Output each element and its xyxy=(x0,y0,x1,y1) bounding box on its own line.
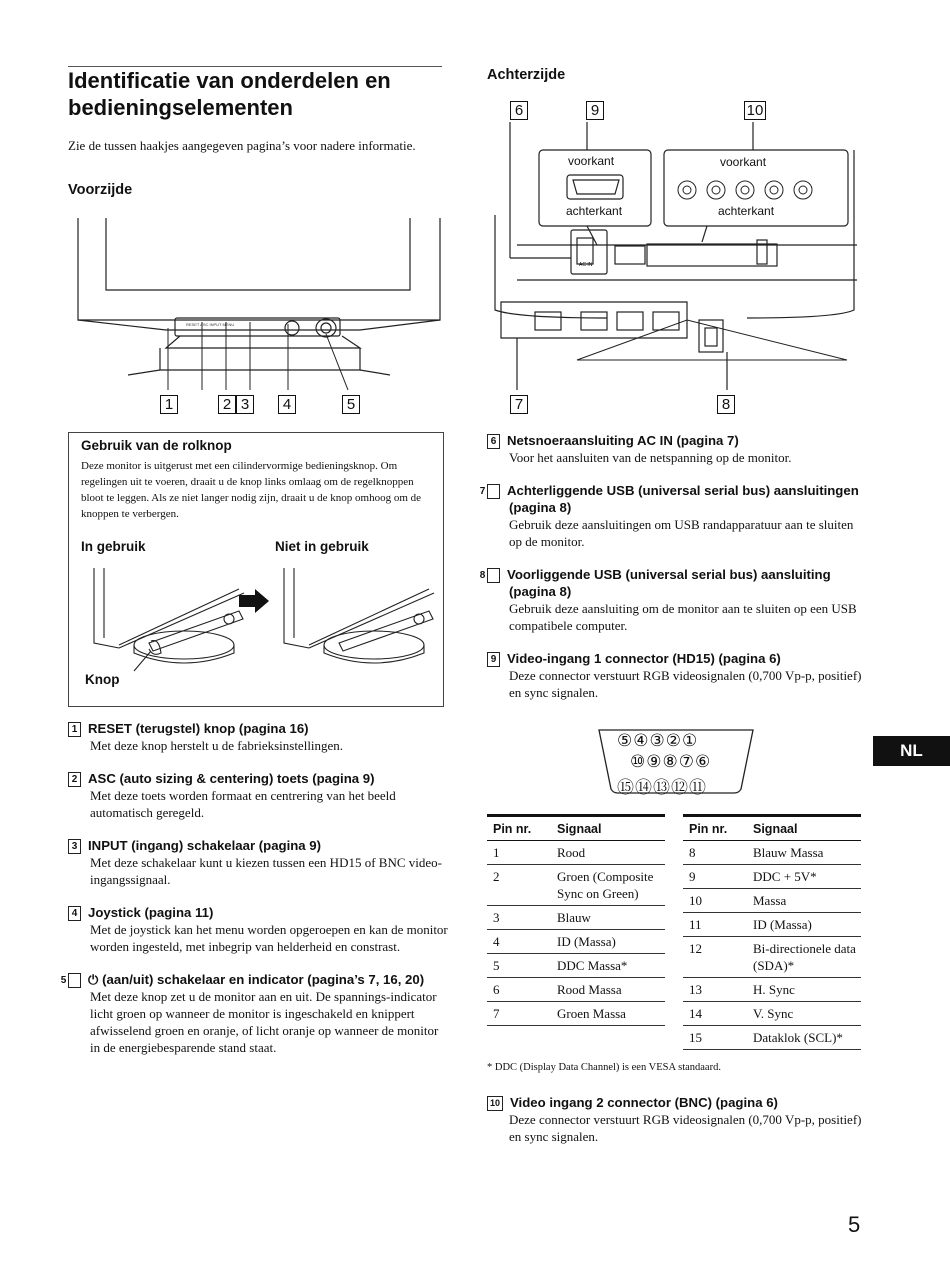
in-use-label: In gebruik xyxy=(81,539,146,554)
pin-cell: 3 xyxy=(487,906,551,930)
item-7 xyxy=(479,482,867,550)
pin-cell: 14 xyxy=(683,1002,747,1026)
item-6 xyxy=(487,432,867,466)
item-2-title: ASC (auto sizing & centering) toets (pagina 9) xyxy=(88,771,375,786)
item-3-title: INPUT (ingang) schakelaar (pagina 9) xyxy=(88,838,322,853)
signal-cell: ID (Massa) xyxy=(747,913,861,937)
intro-text: Zie de tussen haakjes aangegeven pagina’s voor nadere informatie. xyxy=(68,138,416,153)
signal-cell: Dataklok (SCL)* xyxy=(747,1026,861,1050)
item-5 xyxy=(60,971,448,1056)
rolknop-box xyxy=(68,432,444,707)
pin-header: Pin nr. xyxy=(487,816,551,841)
table-row xyxy=(683,913,861,937)
item-7-num: 7 xyxy=(487,484,500,499)
table-row xyxy=(683,937,861,978)
pin-cell: 10 xyxy=(683,889,747,913)
back-callout-9: 9 xyxy=(586,101,604,120)
signal-cell: Rood Massa xyxy=(551,978,665,1002)
item-8-num: 8 xyxy=(487,568,500,583)
pin-cell: 1 xyxy=(487,841,551,865)
item-10-num: 10 xyxy=(487,1096,503,1111)
footnote: * DDC (Display Data Channel) is een VESA standaard. xyxy=(487,1062,721,1073)
connector-row-3 xyxy=(617,773,707,798)
pin-cell: 2 xyxy=(487,865,551,906)
item-10-title: Video ingang 2 connector (BNC) (pagina 6) xyxy=(510,1095,778,1110)
front-title: Voorzijde xyxy=(68,182,133,198)
achterkant-label-1: achterkant xyxy=(566,204,623,218)
rolknop-title: Gebruik van de rolknop xyxy=(81,438,232,453)
item-1 xyxy=(68,720,448,754)
table-row xyxy=(683,865,861,889)
item-8-body: Gebruik deze aansluiting om de monitor aan te sluiten op een USB compatibele computer. xyxy=(509,601,857,633)
table-row xyxy=(487,865,665,906)
signal-cell: Blauw xyxy=(551,906,665,930)
achterkant-label-2: achterkant xyxy=(718,204,775,218)
item-9-num: 9 xyxy=(487,652,500,667)
not-in-use-label: Niet in gebruik xyxy=(275,539,369,554)
item-1-title: RESET (terugstel) knop (pagina 16) xyxy=(88,721,309,736)
back-title: Achterzijde xyxy=(487,67,566,83)
voorkant-label-1: voorkant xyxy=(568,154,615,168)
connector-row-1 xyxy=(617,731,698,751)
pin-5: ⑤ xyxy=(617,731,634,751)
pin-header: Pin nr. xyxy=(683,816,747,841)
item-5-num: 5 xyxy=(68,973,81,988)
pin-3: ③ xyxy=(649,731,666,751)
item-1-num: 1 xyxy=(68,722,81,737)
page-title: Identificatie van onderdelen en bedieningselementen xyxy=(68,68,391,120)
pin-11: ⑪ xyxy=(689,778,707,798)
signal-cell: DDC + 5V* xyxy=(747,865,861,889)
pin-15: ⑮ xyxy=(617,778,635,798)
item-6-num: 6 xyxy=(487,434,500,449)
item-9 xyxy=(487,650,867,701)
item-10-body: Deze connector verstuurt RGB videosignalen (0,700 Vp-p, positief) en sync signalen. xyxy=(509,1112,862,1144)
pin-cell: 6 xyxy=(487,978,551,1002)
front-monitor-illustration xyxy=(68,210,448,415)
ac-in-label: AC IN xyxy=(579,262,593,268)
front-callout-3: 3 xyxy=(236,395,254,414)
pin-cell: 4 xyxy=(487,930,551,954)
table-row xyxy=(487,930,665,954)
table-row xyxy=(683,841,861,865)
item-2-body: Met deze toets worden formaat en centrering van het beeld automatisch geregeld. xyxy=(90,788,396,820)
signal-cell: ID (Massa) xyxy=(551,930,665,954)
item-4-num: 4 xyxy=(68,906,81,921)
table-row xyxy=(683,1002,861,1026)
front-callout-4: 4 xyxy=(278,395,296,414)
table-row xyxy=(683,889,861,913)
pin-cell: 9 xyxy=(683,865,747,889)
item-3 xyxy=(68,837,448,888)
item-7-body: Gebruik deze aansluitingen om USB randapparatuur aan te sluiten op de monitor. xyxy=(509,517,854,549)
signal-cell: Groen (Composite Sync on Green) xyxy=(551,865,665,906)
pin-14: ⑭ xyxy=(635,778,653,798)
knob-label: Knop xyxy=(85,672,120,687)
item-4-body: Met de joystick kan het menu worden opgeroepen en kan de monitor worden ingesteld, met inbegrip van helderheid en constrast. xyxy=(90,922,448,954)
pin-cell: 13 xyxy=(683,978,747,1002)
front-callout-1: 1 xyxy=(160,395,178,414)
pin-1: ① xyxy=(682,731,699,751)
pin-table-left xyxy=(487,814,665,1026)
item-3-body: Met deze schakelaar kunt u kiezen tussen een HD15 of BNC video-ingangssignaal. xyxy=(90,855,442,887)
table-row xyxy=(487,1002,665,1026)
item-2-num: 2 xyxy=(68,772,81,787)
signal-cell: DDC Massa* xyxy=(551,954,665,978)
pin-2: ② xyxy=(665,731,682,751)
item-8 xyxy=(479,566,867,634)
left-items xyxy=(60,720,448,1056)
pin-8: ⑧ xyxy=(662,752,679,772)
item-3-num: 3 xyxy=(68,839,81,854)
item-5-body: Met deze knop zet u de monitor aan en uit. De spannings-indicator licht groen op wanneer de monitor is ingeschakeld en knippert afwisselend groen en oranje, of licht oranje op wanneer de monitor in de energiebesparende stand staat. xyxy=(90,989,439,1055)
connector-row-2 xyxy=(630,752,711,772)
signal-cell: H. Sync xyxy=(747,978,861,1002)
item-1-body: Met deze knop herstelt u de fabrieksinstellingen. xyxy=(90,738,344,753)
pin-4: ④ xyxy=(633,731,650,751)
pin-cell: 7 xyxy=(487,1002,551,1026)
item-7-title: Achterliggende USB (universal serial bus) aansluitingen (pagina 8) xyxy=(507,483,859,515)
pin-table-right xyxy=(683,814,861,1050)
pin-6: ⑥ xyxy=(695,752,712,772)
pin-13: ⑬ xyxy=(653,778,671,798)
right-items xyxy=(479,432,867,701)
table-row xyxy=(487,906,665,930)
pin-12: ⑫ xyxy=(671,778,689,798)
item-6-title: Netsnoeraansluiting AC IN (pagina 7) xyxy=(507,433,739,448)
table-row xyxy=(683,1026,861,1050)
table-row xyxy=(487,978,665,1002)
pin-cell: 8 xyxy=(683,841,747,865)
signal-cell: Groen Massa xyxy=(551,1002,665,1026)
pin-cell: 5 xyxy=(487,954,551,978)
signal-cell: Bi-directionele data (SDA)* xyxy=(747,937,861,978)
signal-cell: V. Sync xyxy=(747,1002,861,1026)
pin-9: ⑨ xyxy=(646,752,663,772)
table-row xyxy=(487,841,665,865)
pin-7: ⑦ xyxy=(678,752,695,772)
signal-cell: Blauw Massa xyxy=(747,841,861,865)
item-8-title: Voorliggende USB (universal serial bus) aansluiting (pagina 8) xyxy=(507,567,831,599)
item-5-title: ⏻ (aan/uit) schakelaar en indicator (pagina’s 7, 16, 20) xyxy=(88,972,425,987)
back-callout-8: 8 xyxy=(717,395,735,414)
back-callout-10: 10 xyxy=(744,101,766,120)
language-tab: NL xyxy=(873,736,950,766)
item-9-body: Deze connector verstuurt RGB videosignalen (0,700 Vp-p, positief) en sync signalen. xyxy=(509,668,862,700)
back-monitor-illustration xyxy=(487,120,867,390)
table-row xyxy=(683,978,861,1002)
item-2 xyxy=(68,770,448,821)
signal-header: Signaal xyxy=(747,816,861,841)
pin-cell: 15 xyxy=(683,1026,747,1050)
back-callout-7: 7 xyxy=(510,395,528,414)
signal-cell: Rood xyxy=(551,841,665,865)
item-4-title: Joystick (pagina 11) xyxy=(88,905,214,920)
table-row xyxy=(487,954,665,978)
pin-cell: 11 xyxy=(683,913,747,937)
voorkant-label-2: voorkant xyxy=(720,155,767,169)
item-10 xyxy=(487,1094,867,1145)
signal-header: Signaal xyxy=(551,816,665,841)
pin-10: ⑩ xyxy=(630,752,647,772)
front-callout-2: 2 xyxy=(218,395,236,414)
svg-text:RESET ASC INPUT MENU: RESET ASC INPUT MENU xyxy=(186,322,235,327)
front-callout-5: 5 xyxy=(342,395,360,414)
rolknop-body: Deze monitor is uitgerust met een cilindervormige bedieningsknop. Om regelingen uit te voeren, draait u de knop links omlaag om de regelknoppen bloot te leggen. Als ze niet langer nodig zijn, draait u de knop omhoog om de knoppen te verbergen. xyxy=(81,460,422,520)
back-callout-6: 6 xyxy=(510,101,528,120)
item-9-title: Video-ingang 1 connector (HD15) (pagina 6) xyxy=(507,651,781,666)
item-4 xyxy=(68,904,448,955)
rolknop-illustration xyxy=(89,563,439,683)
signal-cell: Massa xyxy=(747,889,861,913)
pin-cell: 12 xyxy=(683,937,747,978)
item-6-body: Voor het aansluiten van de netspanning op de monitor. xyxy=(509,450,792,465)
page-number: 5 xyxy=(848,1212,861,1237)
